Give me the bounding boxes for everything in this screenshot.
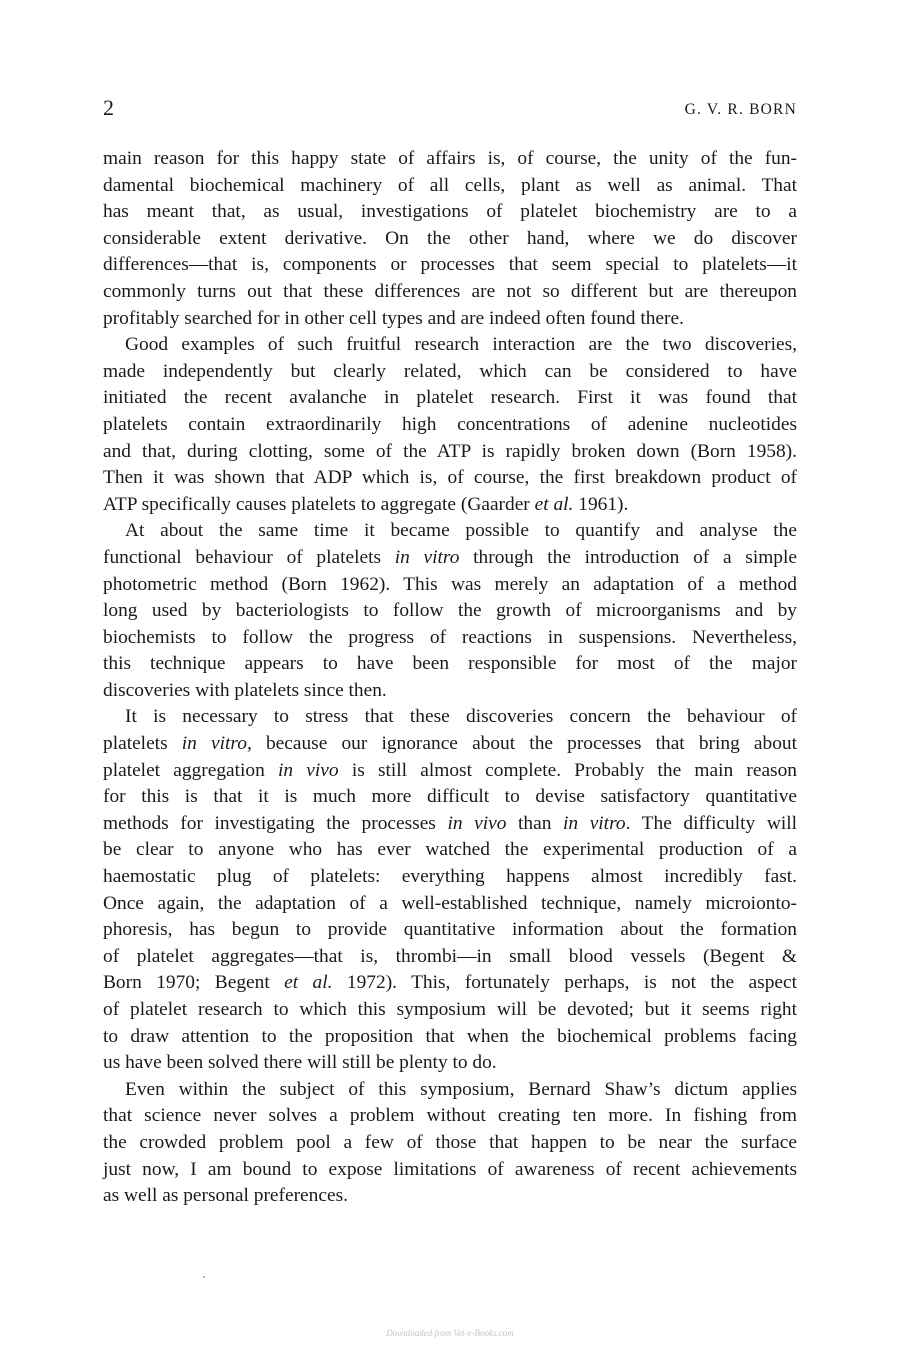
text-segment: through the introduction of a simple <box>459 546 797 568</box>
text-line <box>103 1103 797 1130</box>
text-segment: discoveries with platelets since then. <box>103 679 387 701</box>
text-line <box>103 226 797 253</box>
text-segment: us have been solved there will still be plenty to do. <box>103 1052 497 1074</box>
print-speck <box>203 1276 205 1278</box>
text-line <box>103 731 797 758</box>
text-segment: than <box>506 812 564 834</box>
text-segment: initiated the recent avalanche in platelet research. First it was found that <box>103 387 797 409</box>
text-segment: commonly turns out that these differences are not so different but are thereupon <box>103 280 797 302</box>
italic-text: in vitro <box>394 546 460 568</box>
text-line <box>103 997 797 1024</box>
text-segment: Good examples of such fruitful research interaction are the two discoveries, <box>125 334 797 356</box>
italic-text: et al. <box>284 972 333 994</box>
text-line <box>103 598 797 625</box>
text-line <box>103 917 797 944</box>
text-segment: Once again, the adaptation of a well-established technique, namely microionto- <box>103 892 797 914</box>
text-line <box>103 678 797 705</box>
text-line <box>103 306 797 333</box>
text-line <box>103 465 797 492</box>
italic-text: in vitro <box>181 733 247 755</box>
text-line <box>103 146 797 173</box>
text-segment: Then it was shown that ADP which is, of course, the first breakdown product of <box>103 467 797 489</box>
text-segment: be clear to anyone who has ever watched the experimental production of a <box>103 839 797 861</box>
text-segment: profitably searched for in other cell types and are indeed often found there. <box>103 307 684 329</box>
text-line <box>103 1130 797 1157</box>
text-segment: just now, I am bound to expose limitations of awareness of recent achievements <box>103 1158 797 1180</box>
text-line <box>103 199 797 226</box>
text-segment: that science never solves a problem without creating ten more. In fishing from <box>103 1105 797 1127</box>
download-watermark: Downloaded from Vet-e-Books.com <box>386 1328 514 1338</box>
running-head <box>103 94 797 124</box>
text-line <box>103 651 797 678</box>
text-line <box>103 1183 797 1210</box>
paragraph <box>103 1077 797 1210</box>
text-segment: methods for investigating the processes <box>103 812 448 834</box>
text-line <box>103 359 797 386</box>
text-segment: biochemists to follow the progress of reactions in suspensions. Nevertheless, <box>103 626 797 648</box>
text-line <box>103 864 797 891</box>
text-segment: of platelet research to which this symposium will be devoted; but it seems right <box>103 999 797 1020</box>
text-segment: Even within the subject of this symposium, Bernard Shaw’s dictum applies <box>125 1078 797 1100</box>
text-segment: made independently but clearly related, which can be considered to have <box>103 360 797 382</box>
text-line <box>103 518 797 545</box>
text-line <box>103 970 797 997</box>
text-segment: It is necessary to stress that these discoveries concern the behaviour of <box>125 706 797 728</box>
text-segment: as well as personal preferences. <box>103 1185 348 1207</box>
paragraph <box>103 332 797 518</box>
text-segment: . The difficulty will <box>625 812 797 834</box>
text-segment: this technique appears to have been responsible for most of the major <box>103 653 797 675</box>
italic-text: et al. <box>534 493 574 515</box>
text-segment: for this is that it is much more difficult to devise satisfactory quantitative <box>103 786 797 808</box>
text-segment: platelets <box>103 733 182 755</box>
text-line <box>103 412 797 439</box>
text-line <box>103 758 797 785</box>
italic-text: in vivo <box>278 759 339 781</box>
text-line <box>103 704 797 731</box>
text-line <box>103 811 797 838</box>
text-segment: differences—that is, components or processes that seem special to platelets—it <box>103 254 797 276</box>
text-line <box>103 1157 797 1184</box>
text-segment: platelets contain extraordinarily high concentrations of adenine nucleotides <box>103 413 797 435</box>
text-segment: considerable extent derivative. On the other hand, where we do discover <box>103 227 797 249</box>
text-segment: and that, during clotting, some of the ATP is rapidly broken down (Born 1958). <box>103 440 797 462</box>
italic-text: in vitro <box>563 812 626 834</box>
italic-text: in vivo <box>447 812 507 834</box>
text-line <box>103 625 797 652</box>
text-line <box>103 173 797 200</box>
text-line <box>103 252 797 279</box>
paragraph <box>103 146 797 332</box>
text-line <box>103 944 797 971</box>
text-segment: ATP specifically causes platelets to aggregate (Gaarder <box>103 493 535 515</box>
text-segment: At about the same time it became possible to quantify and analyse the <box>125 520 797 542</box>
text-segment: Born 1970; Begent <box>103 972 285 994</box>
text-line <box>103 1077 797 1104</box>
text-segment: photometric method (Born 1962). This was merely an adaptation of a method <box>103 573 797 595</box>
text-segment: 1961). <box>573 493 629 515</box>
text-segment: long used by bacteriologists to follow the growth of microorganisms and by <box>103 600 797 622</box>
text-line <box>103 492 797 519</box>
text-line <box>103 332 797 359</box>
text-segment: is still almost complete. Probably the main reason <box>338 759 797 781</box>
paragraph <box>103 518 797 704</box>
page-number: 2 <box>103 95 114 120</box>
text-segment: haemostatic plug of platelets: everything happens almost incredibly fast. <box>103 866 797 888</box>
text-line <box>103 891 797 918</box>
text-segment: damental biochemical machinery of all cells, plant as well as animal. That <box>103 174 797 196</box>
text-segment: phoresis, has begun to provide quantitative information about the formation <box>103 919 797 941</box>
text-line <box>103 1024 797 1051</box>
text-line <box>103 837 797 864</box>
text-segment: functional behaviour of platelets <box>103 546 395 568</box>
text-line <box>103 784 797 811</box>
text-line <box>103 572 797 599</box>
text-line <box>103 1050 797 1077</box>
author-running-head: G. V. R. BORN <box>684 101 797 118</box>
text-line <box>103 279 797 306</box>
text-segment: the crowded problem pool a few of those that happen to be near the surface <box>103 1131 797 1153</box>
text-line <box>103 545 797 572</box>
text-segment: platelet aggregation <box>103 759 279 781</box>
text-line <box>103 439 797 466</box>
text-segment: 1972). This, fortunately perhaps, is not the aspect <box>332 972 797 994</box>
text-segment: has meant that, as usual, investigations of platelet biochemistry are to a <box>103 201 797 223</box>
text-line <box>103 385 797 412</box>
paragraph <box>103 704 797 1076</box>
text-segment: of platelet aggregates—that is, thrombi—in small blood vessels (Begent & <box>103 945 797 967</box>
text-segment: to draw attention to the proposition that when the biochemical problems facing <box>103 1025 797 1047</box>
body-text <box>103 146 797 1210</box>
text-segment: , because our ignorance about the processes that bring about <box>246 733 798 755</box>
text-segment: main reason for this happy state of affairs is, of course, the unity of the fun- <box>103 148 797 169</box>
